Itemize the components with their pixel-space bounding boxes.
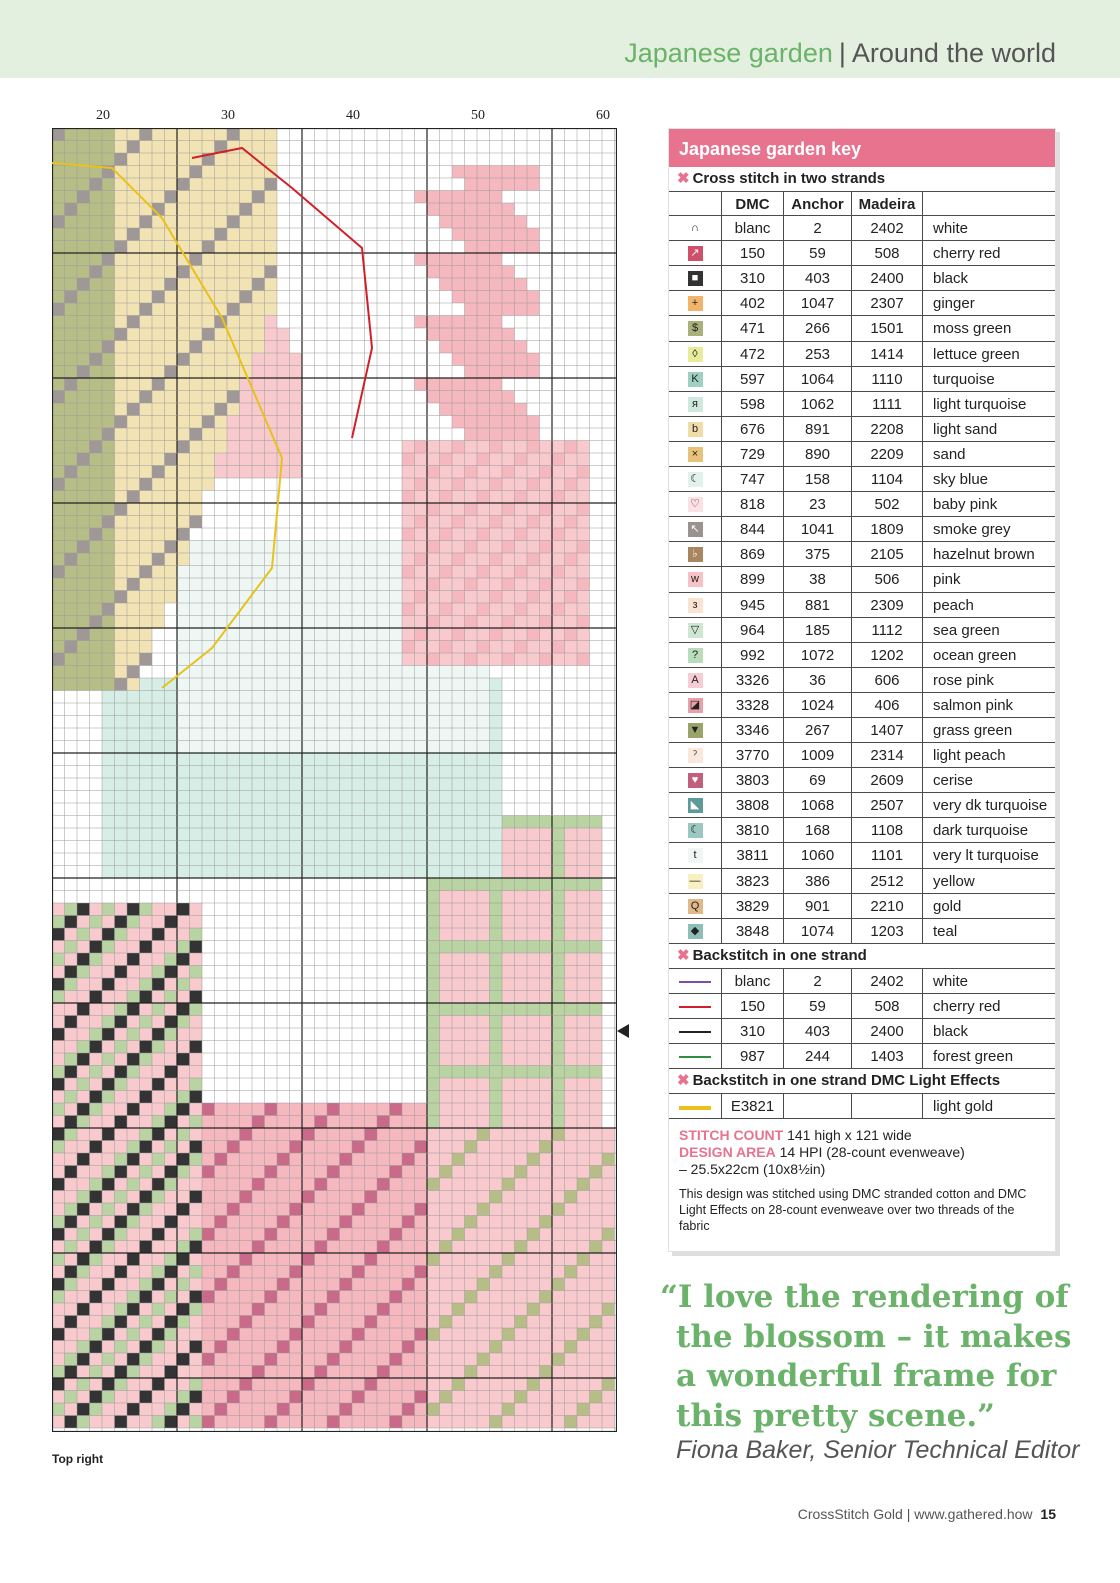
madeira-number: 506 bbox=[851, 567, 923, 591]
colour-name: ocean green bbox=[933, 646, 1017, 664]
symbol-swatch-icon: K bbox=[688, 372, 703, 387]
symbol-swatch-icon: w bbox=[688, 572, 703, 587]
colour-name: cerise bbox=[933, 772, 974, 790]
madeira-number: 1112 bbox=[851, 618, 923, 642]
madeira-number: 2507 bbox=[851, 793, 923, 817]
thread-row bbox=[669, 668, 1055, 693]
anchor-column-header: Anchor bbox=[783, 192, 851, 215]
madeira-number: 1809 bbox=[851, 517, 923, 541]
symbol-swatch-icon: я bbox=[688, 397, 703, 412]
column-number-60: 60 bbox=[596, 108, 610, 123]
colour-name: peach bbox=[933, 596, 974, 614]
anchor-number: 168 bbox=[783, 818, 851, 842]
anchor-number: 1072 bbox=[783, 643, 851, 667]
dmc-number: 3803 bbox=[721, 768, 783, 792]
madeira-number: 406 bbox=[851, 693, 923, 717]
thread-row bbox=[669, 593, 1055, 618]
cross-icon: ✖ bbox=[677, 946, 690, 964]
section-name: Japanese garden bbox=[624, 38, 833, 68]
cross-stitch-chart bbox=[52, 128, 617, 1432]
dmc-number: 472 bbox=[721, 342, 783, 366]
thread-row bbox=[669, 342, 1055, 367]
colour-name: ginger bbox=[933, 295, 975, 313]
cross-icon: ✖ bbox=[677, 170, 690, 187]
anchor-number: 1062 bbox=[783, 392, 851, 416]
thread-row bbox=[669, 241, 1055, 266]
madeira-number: 2400 bbox=[851, 1019, 923, 1043]
dmc-number: 3829 bbox=[721, 894, 783, 918]
thread-row bbox=[669, 316, 1055, 341]
dmc-number: 676 bbox=[721, 417, 783, 441]
footer-separator: | bbox=[906, 1506, 911, 1522]
dmc-number: 3326 bbox=[721, 668, 783, 692]
website-link[interactable]: www.gathered.how bbox=[914, 1506, 1033, 1522]
backstitch-row bbox=[669, 1019, 1055, 1044]
colour-name: teal bbox=[933, 922, 958, 940]
symbol-swatch-icon: ˀ bbox=[688, 748, 703, 763]
madeira-number: 2512 bbox=[851, 869, 923, 893]
design-area: DESIGN AREA 14 HPI (28-count evenweave) bbox=[679, 1144, 965, 1161]
design-size: – 25.5x22cm (10x8½in) bbox=[679, 1161, 826, 1178]
thread-row bbox=[669, 743, 1055, 768]
thread-row bbox=[669, 266, 1055, 291]
colour-name: lettuce green bbox=[933, 345, 1020, 363]
backstitch-list bbox=[669, 968, 1055, 1069]
colour-name: rose pink bbox=[933, 671, 994, 689]
dmc-number: 3770 bbox=[721, 743, 783, 767]
symbol-swatch-icon: ☾ bbox=[688, 472, 703, 487]
symbol-swatch-icon: з bbox=[688, 598, 703, 613]
colour-name: dark turquoise bbox=[933, 822, 1029, 840]
madeira-number: 1403 bbox=[851, 1044, 923, 1068]
colour-name: very dk turquoise bbox=[933, 797, 1048, 815]
dmc-number: 597 bbox=[721, 367, 783, 391]
dmc-number: 3346 bbox=[721, 718, 783, 742]
colour-name: black bbox=[933, 1023, 969, 1040]
madeira-number: 2402 bbox=[851, 969, 923, 993]
key-footer bbox=[669, 1119, 1055, 1234]
anchor-number: 881 bbox=[783, 593, 851, 617]
dmc-number: 987 bbox=[721, 1044, 783, 1068]
thread-row bbox=[669, 618, 1055, 643]
thread-row bbox=[669, 392, 1055, 417]
anchor-number: 403 bbox=[783, 1019, 851, 1043]
dmc-number: 964 bbox=[721, 618, 783, 642]
madeira-number: 502 bbox=[851, 492, 923, 516]
madeira-number: 1203 bbox=[851, 919, 923, 943]
madeira-number: 1202 bbox=[851, 643, 923, 667]
dmc-number: 3848 bbox=[721, 919, 783, 943]
dmc-number: 869 bbox=[721, 542, 783, 566]
madeira-number: 1501 bbox=[851, 316, 923, 340]
anchor-number: 23 bbox=[783, 492, 851, 516]
dmc-number: 729 bbox=[721, 442, 783, 466]
colour-name: white bbox=[933, 972, 969, 990]
anchor-number: 266 bbox=[783, 316, 851, 340]
anchor-number: 2 bbox=[783, 969, 851, 993]
thread-row bbox=[669, 467, 1055, 492]
magazine-name: CrossStitch Gold bbox=[797, 1506, 903, 1522]
symbol-swatch-icon: ▽ bbox=[688, 623, 703, 638]
madeira-number: 508 bbox=[851, 994, 923, 1018]
dmc-number: 992 bbox=[721, 643, 783, 667]
quote-line-1: “I love the rendering of bbox=[660, 1279, 1069, 1315]
key-title: Japanese garden key bbox=[669, 129, 1055, 167]
light-effects-heading: ✖ Backstitch in one strand DMC Light Effects bbox=[677, 1072, 1001, 1090]
symbol-swatch-icon: ♭ bbox=[688, 547, 703, 562]
thread-row bbox=[669, 894, 1055, 919]
symbol-swatch-icon: t bbox=[688, 848, 703, 863]
symbol-swatch-icon: b bbox=[688, 422, 703, 437]
madeira-number: 2105 bbox=[851, 542, 923, 566]
anchor-number: 1060 bbox=[783, 843, 851, 867]
column-number-20: 20 bbox=[96, 108, 110, 123]
dmc-number: 402 bbox=[721, 291, 783, 315]
anchor-number: 59 bbox=[783, 994, 851, 1018]
thread-row bbox=[669, 367, 1055, 392]
cross-stitch-heading: ✖ Cross stitch in two strands bbox=[677, 170, 886, 187]
thread-row bbox=[669, 843, 1055, 868]
dmc-number: 3810 bbox=[721, 818, 783, 842]
light-effects-list bbox=[669, 1093, 1055, 1119]
symbol-swatch-icon: ↗ bbox=[688, 246, 703, 261]
quote-line-3: a wonderful frame for bbox=[676, 1358, 1057, 1394]
madeira-number: 2307 bbox=[851, 291, 923, 315]
line-swatch-icon bbox=[679, 1031, 711, 1033]
madeira-number: 606 bbox=[851, 668, 923, 692]
category-name: Around the world bbox=[851, 38, 1056, 68]
madeira-number: 1104 bbox=[851, 467, 923, 491]
anchor-number: 244 bbox=[783, 1044, 851, 1068]
madeira-number: 2309 bbox=[851, 593, 923, 617]
madeira-number: 1111 bbox=[851, 392, 923, 416]
anchor-number: 901 bbox=[783, 894, 851, 918]
madeira-number: 2609 bbox=[851, 768, 923, 792]
anchor-number: 185 bbox=[783, 618, 851, 642]
symbol-swatch-icon: $ bbox=[688, 321, 703, 336]
symbol-swatch-icon: + bbox=[688, 296, 703, 311]
colour-name: black bbox=[933, 270, 969, 288]
dmc-number: 818 bbox=[721, 492, 783, 516]
column-number-50: 50 bbox=[471, 108, 485, 123]
anchor-number: 38 bbox=[783, 567, 851, 591]
symbol-swatch-icon: — bbox=[689, 874, 701, 887]
colour-name: light turquoise bbox=[933, 395, 1027, 413]
dmc-number: 747 bbox=[721, 467, 783, 491]
stitch-count: STITCH COUNT 141 high x 121 wide bbox=[679, 1127, 912, 1144]
colour-name: very lt turquoise bbox=[933, 847, 1039, 865]
colour-name: moss green bbox=[933, 320, 1012, 338]
dmc-number: 471 bbox=[721, 316, 783, 340]
colour-name: turquoise bbox=[933, 370, 995, 388]
anchor-number: 890 bbox=[783, 442, 851, 466]
anchor-number: 386 bbox=[783, 869, 851, 893]
pull-quote bbox=[660, 1278, 1100, 1436]
page-header bbox=[0, 0, 1120, 78]
colour-name: smoke grey bbox=[933, 521, 1011, 539]
anchor-number: 59 bbox=[783, 241, 851, 265]
anchor-number: 403 bbox=[783, 266, 851, 290]
madeira-number: 2314 bbox=[851, 743, 923, 767]
colour-name: cherry red bbox=[933, 997, 1001, 1015]
colour-name: cherry red bbox=[933, 245, 1001, 263]
symbol-swatch-icon: A bbox=[688, 673, 703, 688]
symbol-swatch-icon: ∩ bbox=[688, 221, 703, 236]
colour-name: white bbox=[933, 220, 969, 238]
dmc-number: 150 bbox=[721, 994, 783, 1018]
anchor-number: 891 bbox=[783, 417, 851, 441]
anchor-number: 267 bbox=[783, 718, 851, 742]
header-title bbox=[624, 36, 1056, 70]
page-number: 15 bbox=[1040, 1506, 1056, 1522]
symbol-swatch-icon: ☾ bbox=[688, 823, 703, 838]
dmc-number: 899 bbox=[721, 567, 783, 591]
colour-name: pink bbox=[933, 571, 961, 589]
colour-name: light sand bbox=[933, 420, 998, 438]
quote-line-4: this pretty scene.” bbox=[676, 1397, 995, 1434]
anchor-number: 158 bbox=[783, 467, 851, 491]
madeira-number: 1414 bbox=[851, 342, 923, 366]
backstitch-row bbox=[669, 1044, 1055, 1069]
symbol-swatch-icon: ♥ bbox=[688, 773, 703, 788]
key-header-row bbox=[669, 191, 1055, 216]
dmc-number: 3811 bbox=[721, 843, 783, 867]
thread-row bbox=[669, 492, 1055, 517]
backstitch-row bbox=[669, 969, 1055, 994]
anchor-number: 1074 bbox=[783, 919, 851, 943]
thread-row bbox=[669, 542, 1055, 567]
madeira-number: 1110 bbox=[851, 367, 923, 391]
symbol-swatch-icon: ? bbox=[688, 648, 703, 663]
anchor-number: 1047 bbox=[783, 291, 851, 315]
madeira-number: 1407 bbox=[851, 718, 923, 742]
madeira-number: 2210 bbox=[851, 894, 923, 918]
materials-note: This design was stitched using DMC stranded cotton and DMC Light Effects on 28-count evenweave over two threads of the fabric bbox=[679, 1187, 1027, 1234]
dmc-number: 310 bbox=[721, 1019, 783, 1043]
anchor-number: 69 bbox=[783, 768, 851, 792]
anchor-number: 1068 bbox=[783, 793, 851, 817]
dmc-number: blanc bbox=[721, 216, 783, 240]
thread-row bbox=[669, 793, 1055, 818]
thread-row bbox=[669, 417, 1055, 442]
madeira-number: 1101 bbox=[851, 843, 923, 867]
dmc-number: 310 bbox=[721, 266, 783, 290]
dmc-number: 3808 bbox=[721, 793, 783, 817]
pattern-key bbox=[668, 128, 1056, 1252]
symbol-swatch-icon: Q bbox=[688, 899, 703, 914]
anchor-number: 375 bbox=[783, 542, 851, 566]
colour-name: salmon pink bbox=[933, 696, 1014, 714]
colour-name: sea green bbox=[933, 621, 1000, 639]
colour-name: yellow bbox=[933, 872, 975, 890]
colour-name: gold bbox=[933, 897, 962, 915]
anchor-number: 253 bbox=[783, 342, 851, 366]
thread-row bbox=[669, 818, 1055, 843]
dmc-number: 598 bbox=[721, 392, 783, 416]
colour-name: grass green bbox=[933, 721, 1013, 739]
symbol-swatch-icon: ↖ bbox=[688, 522, 703, 537]
centre-marker-icon bbox=[617, 1024, 629, 1038]
thread-list bbox=[669, 216, 1055, 944]
thread-row bbox=[669, 442, 1055, 467]
symbol-swatch-icon: ◆ bbox=[688, 924, 703, 939]
line-swatch-icon bbox=[679, 1056, 711, 1058]
madeira-number: 2400 bbox=[851, 266, 923, 290]
madeira-column-header: Madeira bbox=[851, 192, 923, 215]
symbol-swatch-icon: ◣ bbox=[688, 798, 703, 813]
anchor-number: 1024 bbox=[783, 693, 851, 717]
anchor-number: 1064 bbox=[783, 367, 851, 391]
colour-name: baby pink bbox=[933, 496, 998, 514]
madeira-number: 2209 bbox=[851, 442, 923, 466]
backstitch-heading: ✖ Backstitch in one strand bbox=[677, 946, 867, 964]
thread-row bbox=[669, 216, 1055, 241]
thread-row bbox=[669, 919, 1055, 944]
quote-line-2: the blossom – it makes bbox=[676, 1318, 1072, 1355]
dmc-column-header: DMC bbox=[721, 192, 783, 215]
anchor-number: 36 bbox=[783, 668, 851, 692]
colour-name: light gold bbox=[933, 1098, 994, 1116]
madeira-number: 508 bbox=[851, 241, 923, 265]
colour-name: forest green bbox=[933, 1048, 1014, 1066]
dmc-number: 150 bbox=[721, 241, 783, 265]
page-footer bbox=[798, 1506, 1056, 1522]
quote-author: Fiona Baker, Senior Technical Editor bbox=[676, 1436, 1080, 1464]
dmc-number: 844 bbox=[721, 517, 783, 541]
thread-row bbox=[669, 643, 1055, 668]
light-effects-row bbox=[669, 1094, 1055, 1119]
madeira-number: 2208 bbox=[851, 417, 923, 441]
thread-row bbox=[669, 869, 1055, 894]
dmc-number: 3823 bbox=[721, 869, 783, 893]
cross-icon: ✖ bbox=[677, 1072, 690, 1090]
symbol-swatch-icon: ◪ bbox=[688, 698, 703, 713]
symbol-swatch-icon: ♡ bbox=[688, 497, 703, 512]
thread-row bbox=[669, 768, 1055, 793]
backstitch-row bbox=[669, 994, 1055, 1019]
line-swatch-icon bbox=[679, 1006, 711, 1008]
header-separator: | bbox=[838, 38, 846, 68]
chart-caption: Top right bbox=[52, 1452, 104, 1466]
dmc-number: blanc bbox=[721, 969, 783, 993]
dmc-number: E3821 bbox=[721, 1094, 783, 1118]
anchor-number: 1041 bbox=[783, 517, 851, 541]
thread-row bbox=[669, 517, 1055, 542]
anchor-number: 2 bbox=[783, 216, 851, 240]
colour-name: light peach bbox=[933, 747, 1006, 765]
colour-name: sky blue bbox=[933, 471, 989, 489]
thread-row bbox=[669, 693, 1055, 718]
line-swatch-icon bbox=[679, 1106, 711, 1110]
thread-row bbox=[669, 291, 1055, 316]
column-number-30: 30 bbox=[221, 108, 235, 123]
madeira-number: 2402 bbox=[851, 216, 923, 240]
thread-row bbox=[669, 718, 1055, 743]
line-swatch-icon bbox=[679, 981, 711, 983]
column-number-40: 40 bbox=[346, 108, 360, 123]
dmc-number: 3328 bbox=[721, 693, 783, 717]
symbol-swatch-icon: ◊ bbox=[688, 347, 703, 362]
symbol-swatch-icon: ■ bbox=[688, 271, 703, 286]
colour-name: sand bbox=[933, 445, 966, 463]
madeira-number: 1108 bbox=[851, 818, 923, 842]
symbol-swatch-icon: × bbox=[688, 447, 703, 462]
thread-row bbox=[669, 567, 1055, 592]
anchor-number: 1009 bbox=[783, 743, 851, 767]
dmc-number: 945 bbox=[721, 593, 783, 617]
colour-name: hazelnut brown bbox=[933, 546, 1035, 564]
symbol-swatch-icon: ▼ bbox=[688, 723, 703, 738]
